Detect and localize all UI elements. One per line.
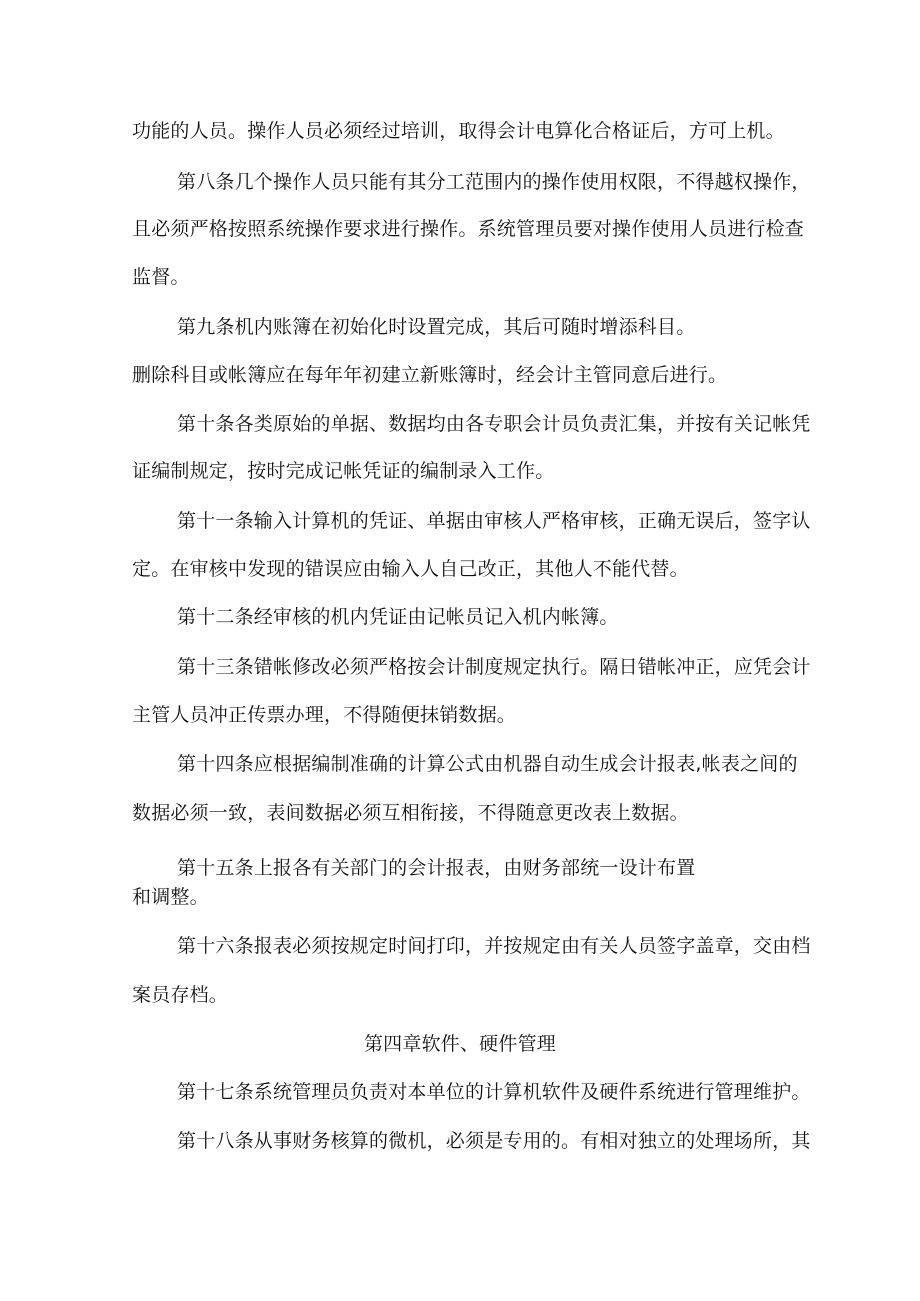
text-line: 功能的人员。操作人员必须经过培训，取得会计电算化合格证后，方可上机。 (132, 120, 785, 142)
text-line: 且必须严格按照系统操作要求进行操作。系统管理员要对操作使用人员进行检查 (132, 218, 805, 240)
text-line: 定。在审核中发现的错误应由输入人自己改正，其他人不能代替。 (132, 558, 689, 580)
article-8-line: 第八条几个操作人员只能有其分工范围内的操作使用权限，不得越权操作， (177, 171, 811, 193)
article-12-line: 第十二条经审核的机内凭证由记帐员记入机内帐簿。 (177, 606, 619, 628)
article-17-line: 第十七条系统管理员负责对本单位的计算机软件及硬件系统进行管理维护。 (177, 1081, 811, 1103)
text-line: 主管人员冲正传票办理，不得随便抹销数据。 (132, 704, 517, 726)
text-line: 监督。 (132, 266, 190, 288)
text-line: 和调整。 (132, 886, 209, 908)
article-18-line: 第十八条从事财务核算的微机，必须是专用的。有相对独立的处理场所，其 (177, 1130, 811, 1152)
text-line: 证编制规定，按时完成记帐凭证的编制录入工作。 (132, 460, 555, 482)
article-15-line: 第十五条上报各有关部门的会计报表，由财务部统一设计布置 (177, 857, 696, 879)
article-10-line: 第十条各类原始的单据、数据均由各专职会计员负责汇集，并按有关记帐凭 (177, 413, 811, 435)
article-11-line: 第十一条输入计算机的凭证、单据由审核人严格审核，正确无误后，签字认 (177, 510, 811, 532)
article-14-line: 第十四条应根据编制准确的计算公式由机器自动生成会计报表,帐表之间的 (177, 753, 798, 775)
article-9-line: 第九条机内账簿在初始化时设置完成，其后可随时增添科目。 (177, 316, 696, 338)
article-16-line: 第十六条报表必须按规定时间打印，并按规定由有关人员签字盖章，交由档 (177, 935, 811, 957)
text-line: 案员存档。 (132, 984, 229, 1006)
text-line: 数据必须一致，表间数据必须互相衔接，不得随意更改表上数据。 (132, 802, 689, 824)
text-line: 删除科目或帐簿应在每年年初建立新账簿时，经会计主管同意后进行。 (132, 364, 728, 386)
chapter-heading: 第四章软件、硬件管理 (363, 1033, 556, 1055)
article-13-line: 第十三条错帐修改必须严格按会计制度规定执行。隔日错帐冲正，应凭会计 (177, 656, 811, 678)
